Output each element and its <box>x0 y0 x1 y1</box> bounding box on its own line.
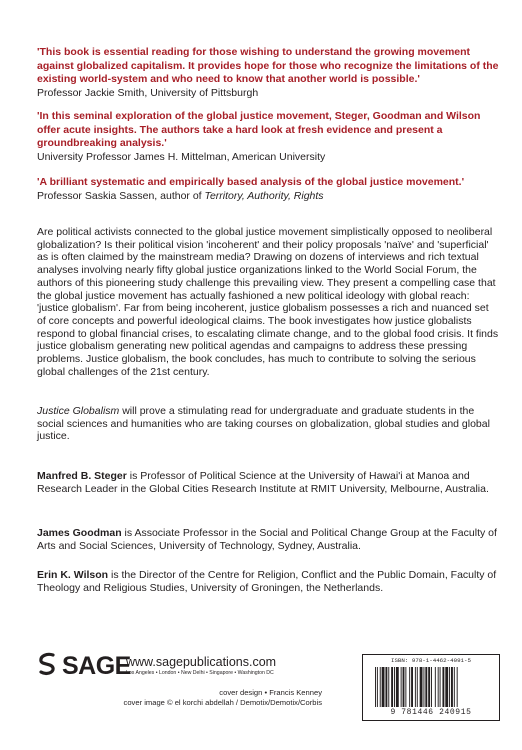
endorsement-quote: 'A brilliant systematic and empirically based analysis of the global justice movement.' <box>37 176 465 188</box>
author-name: Manfred B. Steger <box>37 470 127 482</box>
endorsement-3 <box>37 176 499 203</box>
author-bio-text: is the Director of the Centre for Religion, Conflict and the Public Domain, Faculty of Theology and Religious Studies, University of Groningen, the Netherlands. <box>37 569 497 595</box>
sage-logo-text: SAGE <box>62 652 131 680</box>
barcode-number: 9 781446 240915 <box>390 708 472 717</box>
author-bio-text: is Professor of Political Science at the University of Hawai'i at Manoa and Research Leader in the Global Cities Research Institute at RMIT University, Melbourne, Australia. <box>37 470 489 496</box>
cover-image-credit: cover image © el korchi abdellah / Demotix/Demotix/Corbis <box>123 697 322 707</box>
author-name: James Goodman <box>37 527 122 539</box>
publisher-cities: Los Angeles • London • New Delhi • Singapore • Washington DC <box>126 670 274 676</box>
endorsement-quote: 'This book is essential reading for those wishing to understand the growing movement against globalized capitalism. It provides hope for those who recognize the limitations of the existing world-system and who need to know that another world is possible.' <box>37 46 499 86</box>
barcode-icon <box>373 667 489 707</box>
barcode-box <box>362 654 500 721</box>
book-title: Justice Globalism <box>37 405 120 417</box>
author-bio-1 <box>37 470 499 497</box>
endorsement-quote: 'In this seminal exploration of the global justice movement, Steger, Goodman and Wilson offer acute insights. The authors take a hard look at fresh evidence and present a groundbreaking analysis.' <box>37 110 481 150</box>
author-name: Erin K. Wilson <box>37 569 109 581</box>
cover-design-credit: cover design • Francis Kenney <box>219 688 322 697</box>
isbn-label: ISBN: 978-1-4462-4091-5 <box>390 657 471 664</box>
author-bio-text: is Associate Professor in the Social and Political Change Group at the Faculty of Arts and Social Sciences, University of Technology, Sydney, Australia. <box>37 527 497 553</box>
endorsement-author <box>37 190 499 204</box>
author-book-title: Territory, Authority, Rights <box>204 189 324 202</box>
author-bio-2 <box>37 527 499 554</box>
endorsement-author: University Professor James H. Mittelman, American University <box>37 150 326 163</box>
description-paragraph-2 <box>37 405 499 443</box>
endorsement-author: Professor Jackie Smith, University of Pittsburgh <box>37 86 259 99</box>
sage-swirl-icon <box>37 652 59 681</box>
sage-logo <box>37 652 131 681</box>
description-paragraph-1: Are political activists connected to the global justice movement simplistically opposed to neoliberal globalization? Is their political vision 'incoherent' and their policy proposals 'naïve' and 'superficial' as is often claimed by the mainstream media? Drawing on dozens of interviews and rich textual analyses involving nearly fifty global justice organizations linked to the World Social Forum, the authors of this pioneering study challenge this prevailing view. They present a compelling case that the global justice movement has actually fashioned a new political ideology with global reach: 'justice globalism'. Far from being incoherent, justice globalism possesses a rich and nuanced set of core concepts and powerful ideological claims. The book investigates how justice globalists respond to global financial crises, to escalating climate change, and to the global food crisis. It finds justice globalism generating new political agendas and campaigns to address these pressing problems. Justice globalism, the book concludes, has much to contribute to solving the serious global challenges of the 21st century. <box>37 226 499 378</box>
endorsement-2 <box>37 110 499 164</box>
author-bio-3 <box>37 569 499 596</box>
paragraph-2-text: will prove a stimulating read for undergraduate and graduate students in the social sciences and humanities who are taking courses on globalization, global studies and global justice. <box>37 405 490 443</box>
endorsement-1 <box>37 46 499 100</box>
author-prefix: Professor Saskia Sassen, author of <box>37 189 205 202</box>
publisher-url: www.sagepublications.com <box>126 655 277 669</box>
cover-credits <box>124 688 322 707</box>
